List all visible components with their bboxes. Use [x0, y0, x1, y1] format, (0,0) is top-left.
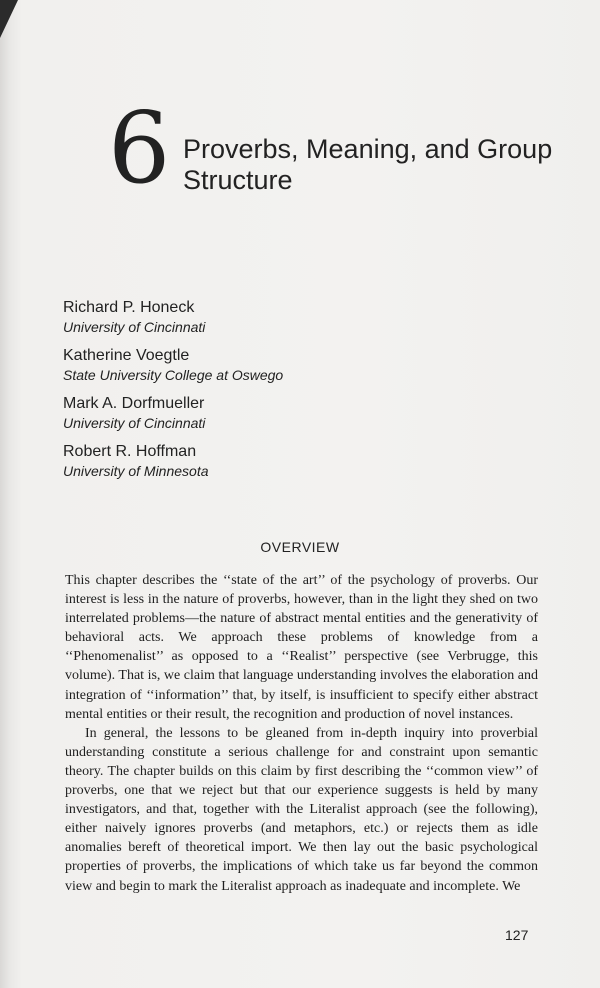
author-entry: [63, 394, 543, 432]
author-name: Richard P. Honeck: [63, 299, 195, 316]
author-affiliation: State University College at Oswego: [63, 367, 284, 383]
paragraph: This chapter describes the ‘‘state of the art’’ of the psychology of proverbs. Our interest is less in the nature of proverbs, however, than in the light they shed on two interrelated problems—the nature of abstract mental entities and the generativity of behavioral acts. We approach these problems of knowledge from a ‘‘Phenomenalist’’ as opposed to a ‘‘Realist’’ perspective (see Verbrugge, this volume). That is, we claim that language understanding involves the elaboration and integration of ‘‘information’’ that, by itself, is insufficient to specify either abstract mental entities or their result, the recognition and production of novel instances.: [65, 573, 538, 722]
chapter-title: Proverbs, Meaning, and Group Structure: [183, 134, 553, 195]
author-affiliation: University of Cincinnati: [63, 319, 206, 335]
author-list: [63, 298, 543, 490]
section-heading: OVERVIEW: [260, 539, 340, 555]
author-entry: [63, 298, 543, 336]
author-affiliation: University of Cincinnati: [63, 415, 206, 431]
chapter-number: 6: [108, 92, 171, 206]
author-entry: [63, 442, 543, 480]
paragraph: In general, the lessons to be gleaned from in-depth inquiry into proverbial understanding constitute a serious challenge for and constraint upon semantic theory. The chapter builds on this claim by first describing the ‘‘common view’’ of proverbs, one that we reject but that our experience suggests is held by many investigators, and that, together with the Literalist approach (see the following), either naively ignores proverbs (and metaphors, etc.) or rejects them as idle anomalies bereft of theoretical import. We then lay out the basic psychological properties of proverbs, the implications of which take us far beyond the common view and begin to mark the Literalist approach as inadequate and incomplete. We: [65, 725, 538, 894]
author-name: Katherine Voegtle: [63, 347, 190, 364]
author-name: Mark A. Dorfmueller: [63, 395, 205, 412]
page-corner-shadow: [0, 0, 18, 38]
author-entry: [63, 346, 543, 384]
author-name: Robert R. Hoffman: [63, 443, 197, 460]
body-text: [65, 571, 538, 896]
page-number: 127: [505, 927, 529, 943]
author-affiliation: University of Minnesota: [63, 463, 209, 479]
